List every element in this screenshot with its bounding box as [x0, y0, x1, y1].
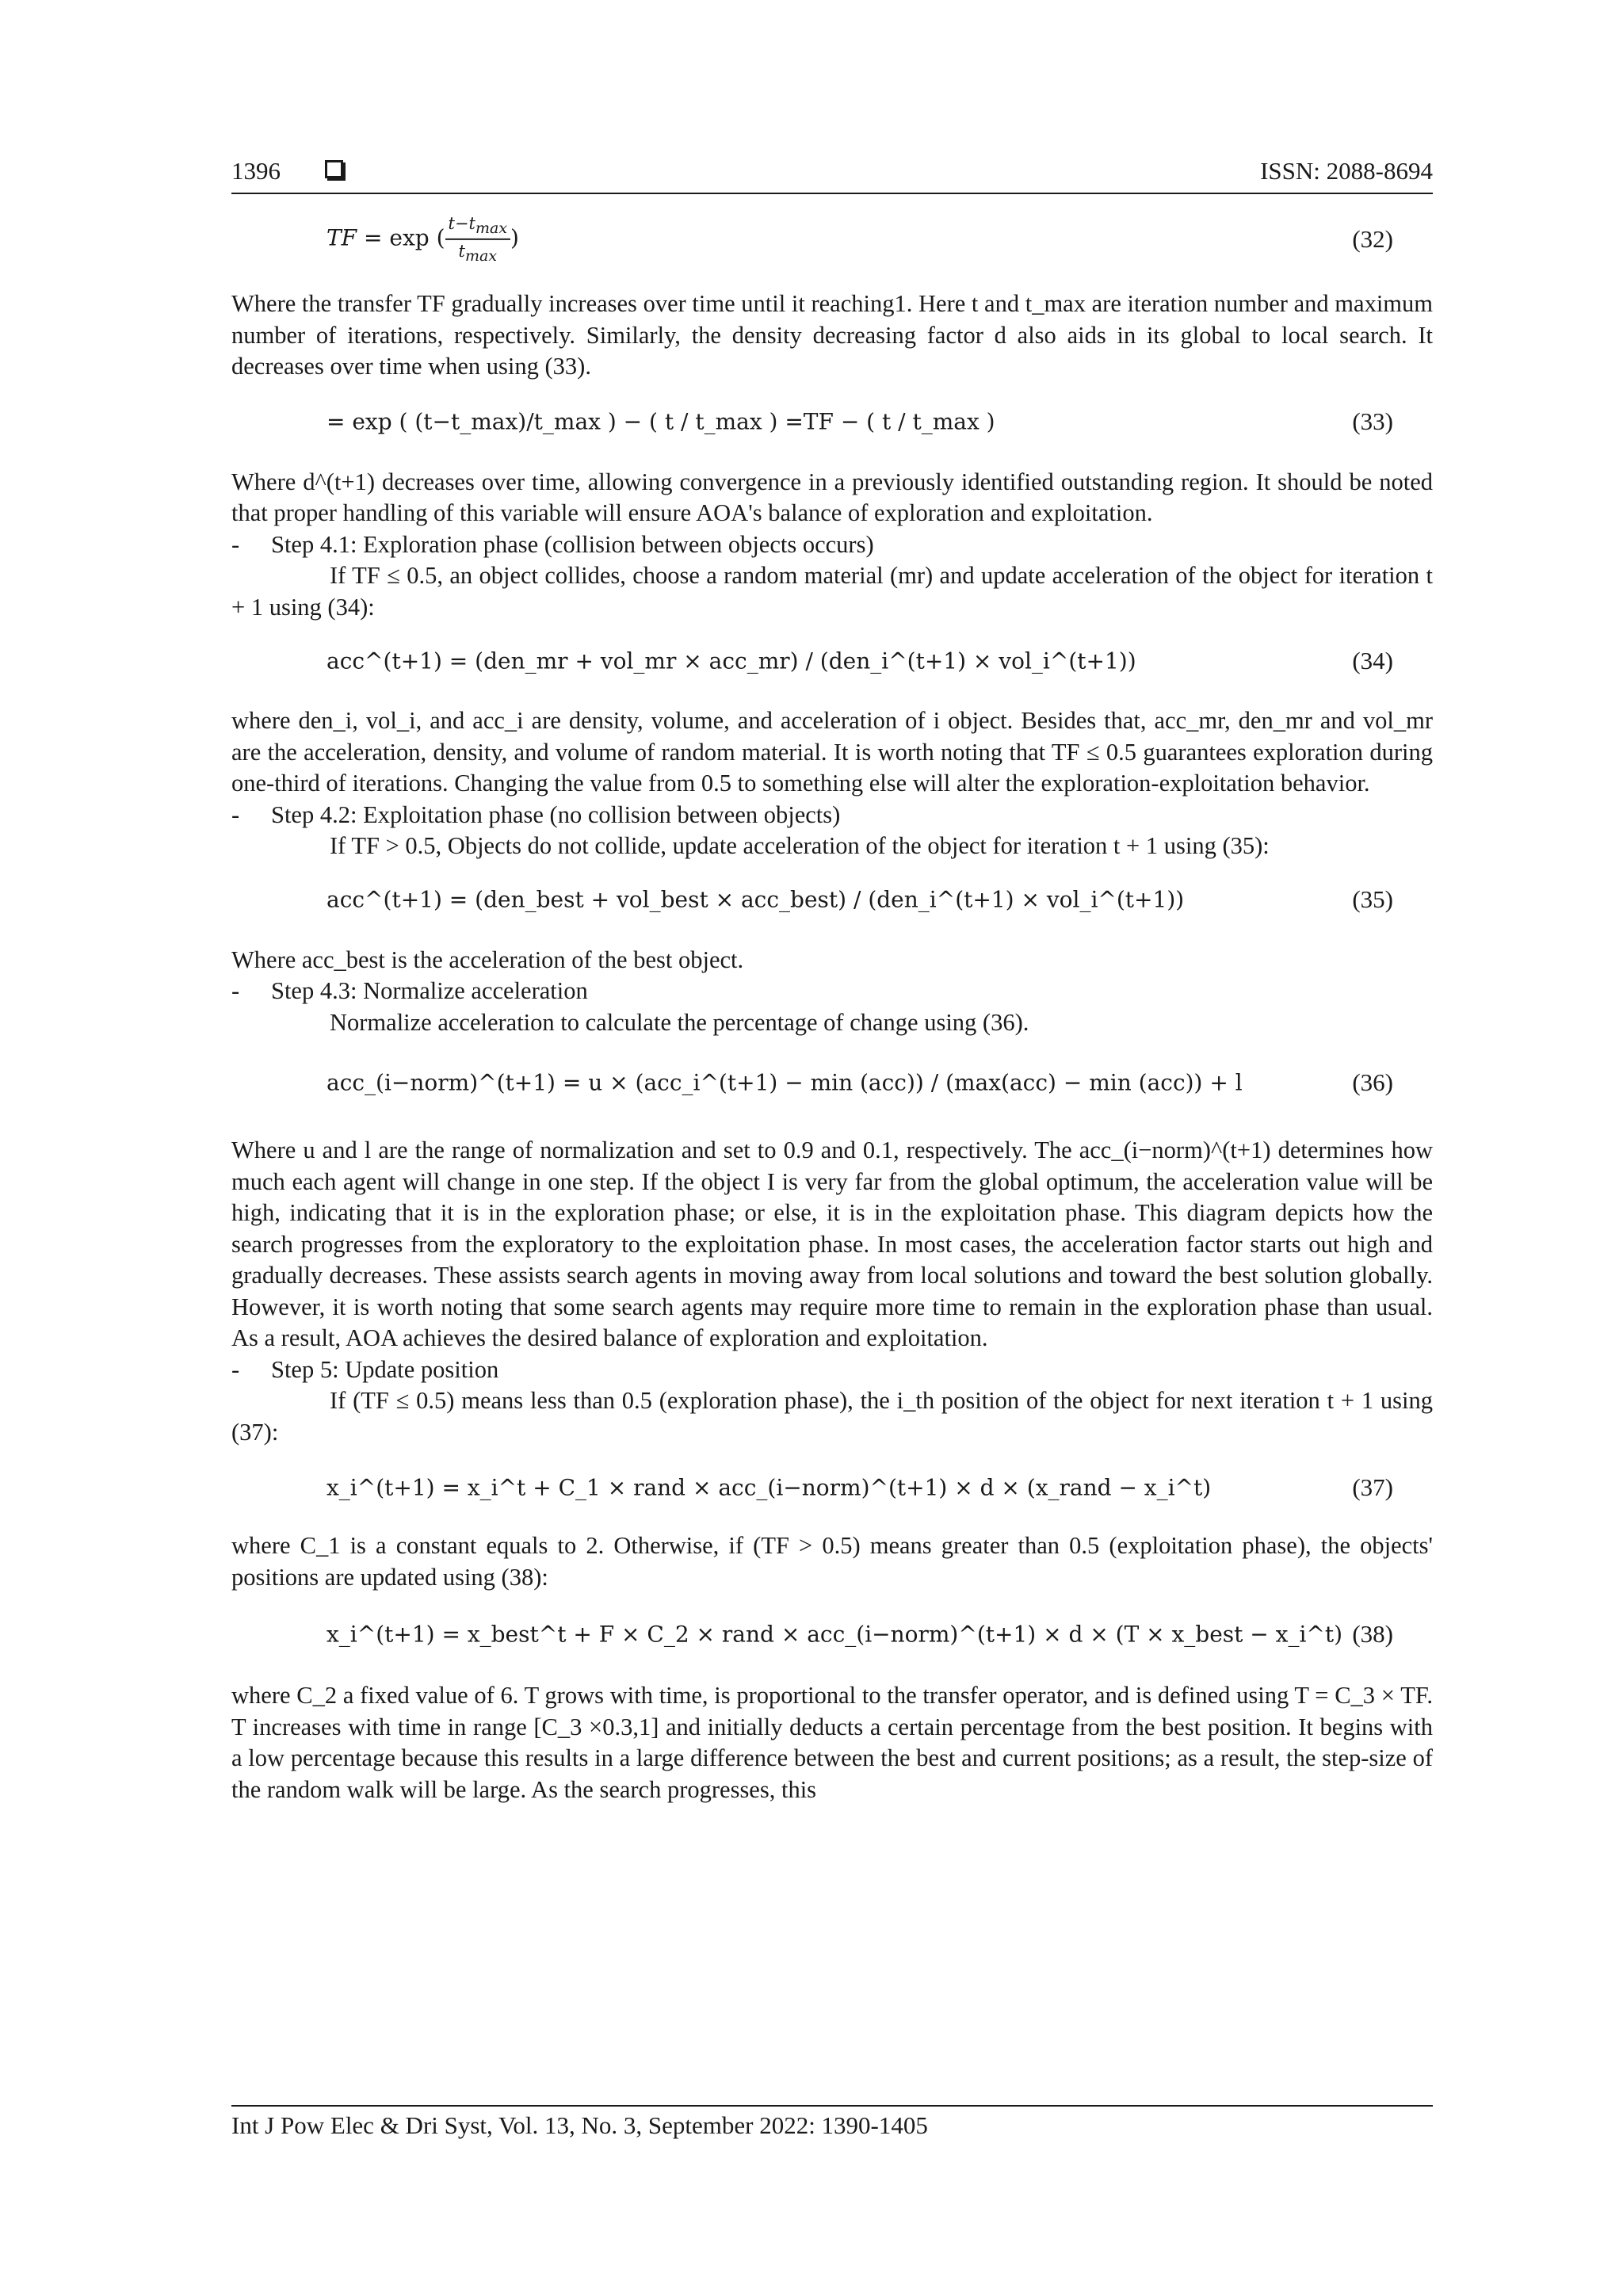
step-4-3-text: Step 4.3: Normalize acceleration [271, 977, 588, 1004]
paragraph-6: Where acc_best is the acceleration of the best object. [231, 946, 744, 973]
equation-35-number: (35) [1352, 884, 1393, 913]
equation-34-formula: acc^(t+1) = (den_mr + vol_mr × acc_mr) / (den_i^(t+1) × vol_i^(t+1)) [327, 648, 1136, 674]
step-5-text: Step 5: Update position [271, 1355, 499, 1383]
step-4-1: - Step 4.1: Exploration phase (collision between objects occurs) [231, 529, 1433, 561]
paragraph-10: where C_1 is a constant equals to 2. Otherwise, if (TF > 0.5) means greater than 0.5 (exploitation phase), the objects' positions are updated using (38): [231, 1532, 1433, 1591]
step-5: - Step 5: Update position [231, 1354, 1433, 1386]
equation-38 [231, 1593, 1433, 1675]
equation-38-formula: x_i^(t+1) = x_best^t + F × C_2 × rand × acc_(i−norm)^(t+1) × d × (T × x_best − x_i^t) [327, 1621, 1343, 1648]
footer-rule [231, 2105, 1433, 2107]
page-header [231, 154, 1433, 192]
step-4-3: - Step 4.3: Normalize acceleration [231, 976, 1433, 1007]
equation-32-formula: TF = exp ( $\frac{t-t_{max}}{t_{max}}$ ) [327, 213, 519, 266]
equation-32 [231, 208, 1433, 271]
footer-citation: Int J Pow Elec & Dri Syst, Vol. 13, No. 3, September 2022: 1390-1405 [231, 2111, 928, 2139]
equation-33-formula: = exp ( (t−t_max)/t_max ) − ( t / t_max ) =TF − ( t / t_max ) [327, 408, 995, 434]
equation-37-number: (37) [1352, 1473, 1393, 1501]
square-bullet-icon [325, 160, 343, 178]
header-rule [231, 193, 1433, 194]
equation-35 [231, 862, 1433, 937]
paragraph-1: Where the transfer TF gradually increases over time until it reaching1. Here t and t_max are iteration number and maximum number of iterations, respectively. Similarly, the density decreasing factor d also aids in its global to local search. It decreases over time when using (33). [231, 290, 1433, 380]
equation-37-formula: x_i^(t+1) = x_i^t + C_1 × rand × acc_(i−norm)^(t+1) × d × (x_rand − x_i^t) [327, 1474, 1212, 1501]
paragraph-4: where den_i, vol_i, and acc_i are density, volume, and acceleration of i object. Besides that, acc_mr, den_mr and vol_mr are the acceleration, density, and volume of random material. It is worth noting that TF ≤ 0.5 guarantees exploration during one-third of iterations. Changing the value from 0.5 to something else will alter the exploration-exploitation behavior. [231, 707, 1433, 797]
paragraph-5: If TF > 0.5, Objects do not collide, update acceleration of the object for iteration t + 1 using (35): [330, 832, 1270, 859]
equation-37 [231, 1448, 1433, 1527]
equation-36 [231, 1038, 1433, 1127]
step-4-2-text: Step 4.2: Exploitation phase (no collision between objects) [271, 800, 841, 828]
equation-34 [231, 623, 1433, 699]
equation-33-number: (33) [1352, 407, 1393, 435]
issn: ISSN: 2088-8694 [1260, 157, 1433, 185]
page-number: 1396 [231, 157, 281, 185]
equation-36-number: (36) [1352, 1068, 1393, 1096]
equation-34-number: (34) [1352, 647, 1393, 674]
equation-36-formula: acc_(i−norm)^(t+1) = u × (acc_i^(t+1) − min (acc)) / (max(acc) − min (acc)) + l [327, 1069, 1243, 1096]
paragraph-7: Normalize acceleration to calculate the percentage of change using (36). [330, 1008, 1029, 1036]
paragraph-11: where C_2 a fixed value of 6. T grows with time, is proportional to the transfer operator, and is defined using T = C_3 × TF. T increases with time in range [C_3 ×0.3,1] and initially deducts a certain percentage from the best position. It begins with a low percentage because this results in a large difference between the best and current positions; as a result, the step-size of the random walk will be large. As the search progresses, this [231, 1682, 1433, 1803]
paragraph-3: If TF ≤ 0.5, an object collides, choose a random material (mr) and update acceleration of the object for iteration t + 1 using (34): [231, 562, 1433, 621]
step-4-1-text: Step 4.1: Exploration phase (collision between objects occurs) [271, 530, 874, 558]
equation-35-formula: acc^(t+1) = (den_best + vol_best × acc_best) / (den_i^(t+1) × vol_i^(t+1)) [327, 886, 1185, 912]
step-4-2: - Step 4.2: Exploitation phase (no collision between objects) [231, 800, 1433, 831]
paragraph-9: If (TF ≤ 0.5) means less than 0.5 (exploration phase), the i_th position of the object for next iteration t + 1 using (37): [231, 1387, 1433, 1446]
paragraph-8: Where u and l are the range of normalization and set to 0.9 and 0.1, respectively. The acc_(i−norm)^(t+1) determines how much each agent will change in one step. If the object I is very far from the global optimum, the acceleration value will be high, indicating that it is in the exploration phase; or else, it is in the exploitation phase. This diagram depicts how the search progresses from the exploratory to the exploitation phase. In most cases, the acceleration factor starts out high and gradually decreases. These assists search agents in moving away from local solutions and toward the best solution globally. However, it is worth noting that some search agents may require more time to remain in the exploration phase than usual. As a result, AOA achieves the desired balance of exploration and exploitation. [231, 1137, 1433, 1351]
paragraph-2: Where d^(t+1) decreases over time, allowing convergence in a previously identified outstanding region. It should be noted that proper handling of this variable will ensure AOA's balance of exploration and exploitation. [231, 468, 1433, 526]
equation-33 [231, 383, 1433, 460]
equation-32-number: (32) [1352, 225, 1393, 253]
equation-38-number: (38) [1352, 1620, 1393, 1648]
main-content [231, 208, 1433, 1805]
